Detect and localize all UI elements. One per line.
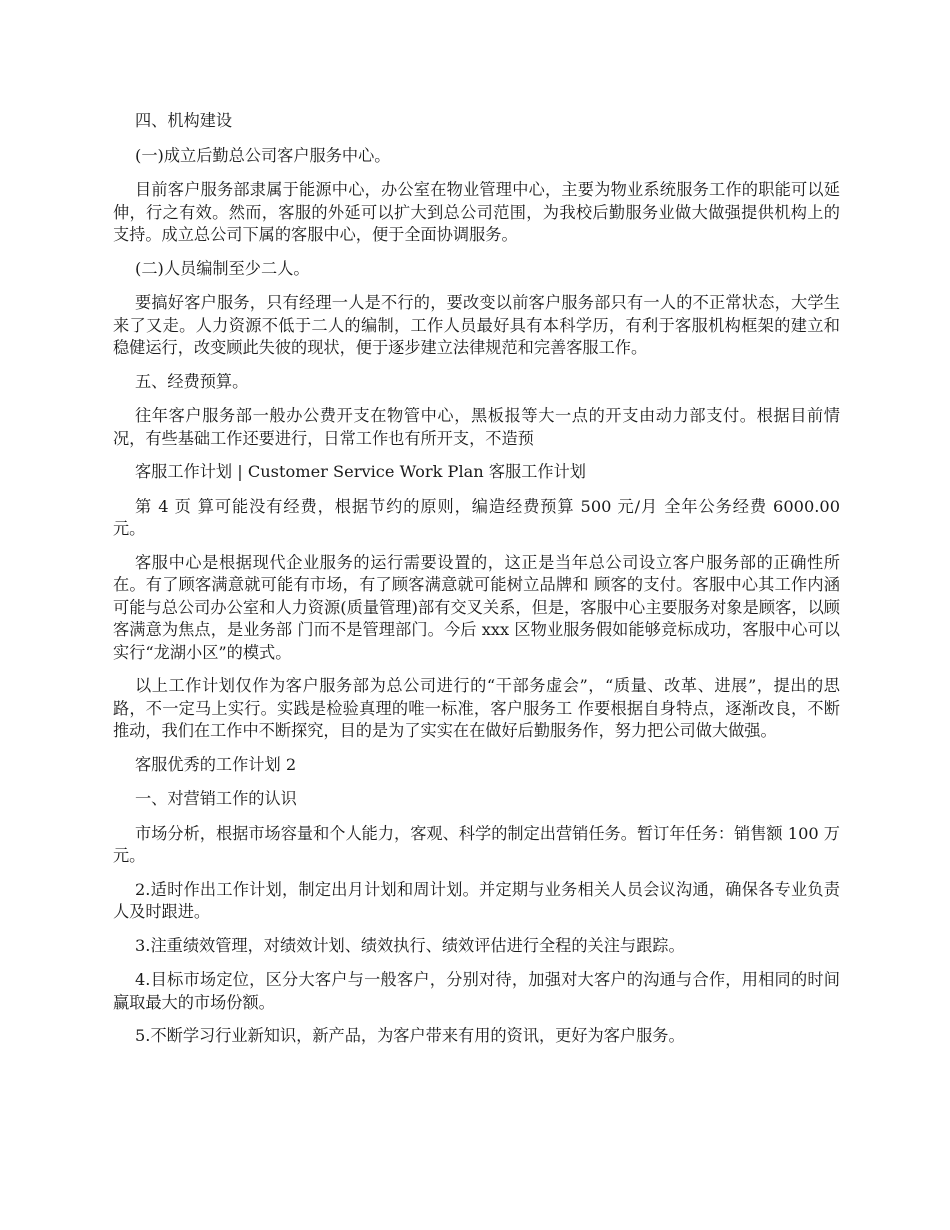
paragraph-market-analysis: 市场分析，根据市场容量和个人能力，客观、科学的制定出营销任务。暂订年任务：销售额 100 万元。 bbox=[113, 823, 840, 865]
plan-2-title: 客服优秀的工作计划 2 bbox=[135, 754, 297, 774]
paragraph-budget-continued: 第 4 页 算可能没有经费，根据节约的原则，编造经费预算 500 元/月 全年公务经费 6000.00 元。 bbox=[113, 496, 840, 538]
subheading-service-center: (一)成立后勤总公司客户服务中心。 bbox=[135, 145, 391, 165]
section-heading-organization: 四、机构建设 bbox=[135, 111, 233, 130]
list-item-5: 5.不断学习行业新知识，新产品，为客户带来有用的资讯，更好为客户服务。 bbox=[135, 1026, 685, 1045]
subheading-staffing: (二)人员编制至少二人。 bbox=[135, 258, 310, 278]
paragraph-service-center: 目前客户服务部隶属于能源中心，办公室在物业管理中心，主要为物业系统服务工作的职能可以延伸，行之有效。然而，客服的外延可以扩大到总公司范围，为我校后勤服务业做大做强提供机构上的支持。成立总公司下属的客服中心，便于全面协调服务。 bbox=[113, 180, 840, 244]
paragraph-service-center-rationale: 客服中心是根据现代企业服务的运行需要设置的，这正是当年总公司设立客户服务部的正确性所在。有了顾客满意就可能有市场，有了顾客满意就可能树立品牌和 顾客的支付。客服中心其工作内涵可能与总公司办公室和人力资源(质量管理)部有交叉关系，但是，客服中心主要服务对象是顾客，以顾客满意为焦点，是业务部 门而不是管理部门。今后 xxx 区物业服务假如能够竞标成功，客服中心可以实行“龙湖小区”的模式。 bbox=[113, 552, 840, 662]
section-heading-budget: 五、经费预算。 bbox=[135, 371, 249, 391]
list-item-2: 2.适时作出工作计划，制定出月计划和周计划。并定期与业务相关人员会议沟通，确保各专业负责人及时跟进。 bbox=[113, 879, 840, 921]
running-header: 客服工作计划 | Customer Service Work Plan 客服工作计划 bbox=[135, 462, 586, 481]
paragraph-plan-summary: 以上工作计划仅作为客户服务部为总公司进行的“干部务虚会”，“质量、改革、进展”，提出的思路，不一定马上实行。实践是检验真理的唯一标准，客户服务工 作要根据自身特点，逐渐改良，不断推动，我们在工作中不断探究，目的是为了实实在在做好后勤服务作，努力把公司做大做强。 bbox=[113, 676, 840, 740]
list-item-4: 4.目标市场定位，区分大客户与一般客户，分别对待，加强对大客户的沟通与合作，用相同的时间赢取最大的市场份额。 bbox=[113, 970, 840, 1012]
paragraph-budget: 往年客户服务部一般办公费开支在物管中心，黑板报等大一点的开支由动力部支付。根据目前情况，有些基础工作还要进行，日常工作也有所开支，不造预 bbox=[113, 406, 840, 448]
list-item-3: 3.注重绩效管理，对绩效计划、绩效执行、绩效评估进行全程的关注与跟踪。 bbox=[135, 935, 685, 955]
document-page bbox=[113, 110, 840, 1060]
paragraph-staffing: 要搞好客户服务，只有经理一人是不行的，要改变以前客户服务部只有一人的不正常状态，大学生来了又走。人力资源不低于二人的编制，工作人员最好具有本科学历，有利于客服机构框架的建立和稳健运行，改变顾此失彼的现状，便于逐步建立法律规范和完善客服工作。 bbox=[113, 293, 840, 357]
section-heading-marketing: 一、对营销工作的认识 bbox=[135, 789, 297, 808]
